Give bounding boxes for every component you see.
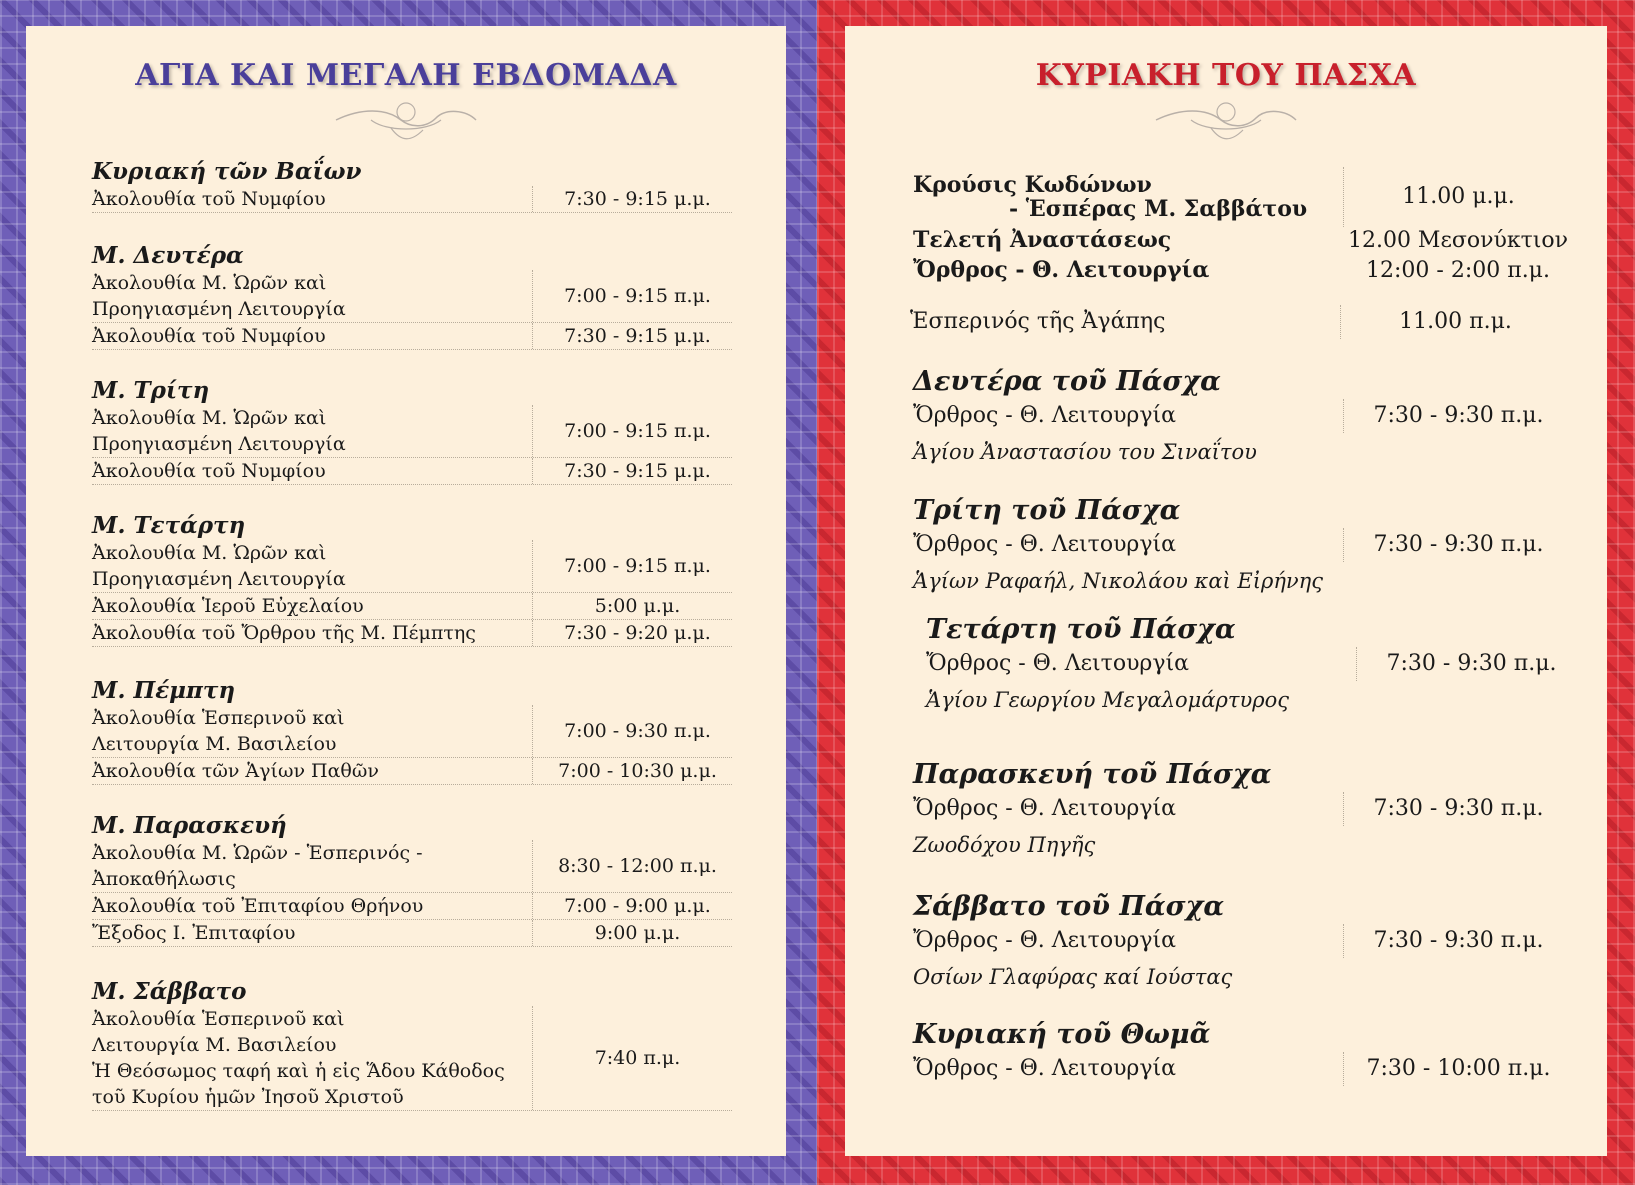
service-line: Ἀκολουθία τοῦ Νυμφίου [92,325,326,347]
service-time: 7:00 - 9:30 π.μ. [532,705,732,757]
bells-time: 11.00 μ.μ. [1343,167,1573,227]
pascha-day-name: Τρίτη τοῦ Πάσχα [913,495,1181,526]
orthros-liturgy-time: 12:00 - 2:00 π.μ. [1366,257,1550,283]
service-row [92,540,732,593]
service-time: 7:40 π.μ. [532,1006,732,1110]
pascha-service-time: 7:30 - 9:30 π.μ. [1343,792,1573,826]
service-line: Ἔξοδος Ι. Ἐπιταφίου [92,922,296,944]
day-block [92,812,732,947]
day-block [92,978,732,1111]
service-line: τοῦ Κυρίου ἡμῶν Ἰησοῦ Χριστοῦ [92,1086,404,1108]
service-line: Λειτουργία Μ. Βασιλείου [92,733,337,755]
day-block [92,242,732,350]
agape-block [910,305,1570,339]
pascha-service-time: 7:30 - 10:00 π.μ. [1343,1052,1573,1086]
service-time: 8:30 - 12:00 π.μ. [532,840,732,892]
service-line: Προηγιασμένη Λειτουργία [92,433,346,455]
day-name: Μ. Πέμπτη [92,677,236,704]
service-row [92,758,732,785]
service-time: 7:00 - 9:00 μ.μ. [532,893,732,919]
service-name [92,186,532,212]
service-name [92,920,532,946]
pascha-service-row [913,792,1573,826]
service-name [92,705,532,757]
service-time: 9:00 μ.μ. [532,920,732,946]
service-name [92,323,532,349]
day-name: Μ. Σάββατο [92,978,247,1005]
agape-time: 11.00 π.μ. [1340,305,1570,339]
service-line: Ἀκολουθία τοῦ Νυμφίου [92,188,326,210]
service-name [92,405,532,457]
service-line: Λειτουργία Μ. Βασιλείου [92,1034,337,1056]
service-name [92,620,532,646]
service-name [92,840,532,892]
service-name [92,758,532,784]
pascha-day-name: Τετάρτη τοῦ Πάσχα [926,614,1236,645]
service-time: 7:00 - 9:15 π.μ. [532,270,732,322]
pascha-day-block [913,890,1573,992]
holy-week-title: ΑΓΙΑ ΚΑΙ ΜΕΓΑΛΗ ΕΒΔΟΜΑΔΑ [135,58,677,93]
service-name [92,593,532,619]
day-block [92,158,732,213]
pascha-service-row [913,399,1573,433]
bells-block [913,167,1573,227]
service-row [92,593,732,620]
service-row [92,893,732,920]
pascha-day-block [913,494,1573,596]
pascha-service-time: 7:30 - 9:30 π.μ. [1343,399,1573,433]
service-line: Ἀκολουθία Μ. Ὡρῶν καὶ [92,407,327,429]
orthros-liturgy-label: Ὄρθρος - Θ. Λειτουργία [913,257,1210,283]
service-row [92,405,732,458]
pascha-day-block [913,365,1573,467]
day-block [92,677,732,785]
service-time: 7:30 - 9:15 μ.μ. [532,323,732,349]
pascha-service: Ὄρθρος - Θ. Λειτουργία [913,796,1177,821]
day-name: Μ. Δευτέρα [92,242,244,269]
pascha-service: Ὄρθρος - Θ. Λειτουργία [913,403,1177,428]
service-line: Ἀκολουθία τοῦ Νυμφίου [92,460,326,482]
service-line: Ἀκολουθία τοῦ Ἐπιταφίου Θρήνου [92,895,424,917]
service-line: Ἀκολουθία Ἑσπερινοῦ καὶ [92,1008,345,1030]
service-row [92,620,732,647]
pascha-day-name: Κυριακή τοῦ Θωμᾶ [913,1019,1211,1050]
service-line: Προηγιασμένη Λειτουργία [92,568,346,590]
service-line: Ἀκολουθία Μ. Ὡρῶν καὶ [92,542,327,564]
service-line: Ἀκολουθία Μ. Ὡρῶν - Ἑσπερινός - [92,842,423,864]
pascha-service-time: 7:30 - 9:30 π.μ. [1356,647,1586,681]
pascha-service: Ὄρθρος - Θ. Λειτουργία [913,532,1177,557]
service-row [92,323,732,350]
service-time: 7:00 - 9:15 π.μ. [532,540,732,592]
service-name [92,270,532,322]
pascha-day-block [913,758,1573,860]
service-row [92,1006,732,1111]
pascha-title: ΚΥΡΙΑΚΗ ΤΟΥ ΠΑΣΧΑ [1035,58,1417,93]
day-block [92,377,732,485]
resurrection-block [913,225,1573,285]
service-name [92,458,532,484]
pascha-service: Ὄρθρος - Θ. Λειτουργία [926,651,1190,676]
service-time: 7:30 - 9:15 μ.μ. [532,458,732,484]
pascha-service-time: 7:30 - 9:30 π.μ. [1343,528,1573,562]
service-line: Ἡ Θεόσωμος ταφή καὶ ἡ εἰς Ἅδου Κάθοδος [92,1060,505,1082]
pascha-day-name: Παρασκευή τοῦ Πάσχα [913,759,1272,790]
saint-commemoration: Ἁγίου Ἀναστασίου του Σιναΐτου [913,440,1257,464]
saint-commemoration: Ζωοδόχου Πηγῆς [913,833,1096,857]
agape-label: Ἑσπερινός τῆς Ἀγάπης [910,309,1166,334]
flourish-ornament-icon [331,98,481,148]
service-name [92,893,532,919]
resurrection-label: Τελετή Ἀναστάσεως [913,227,1172,253]
service-row [92,920,732,947]
service-line: Προηγιασμένη Λειτουργία [92,298,346,320]
saint-commemoration: Οσίων Γλαφύρας καί Ιούστας [913,965,1233,989]
resurrection-time: 12.00 Μεσονύκτιον [1347,227,1569,253]
day-block [92,512,732,647]
day-name: Μ. Τετάρτη [92,512,246,539]
service-row [92,705,732,758]
service-line: Ἀκολουθία Ἱεροῦ Εὐχελαίου [92,595,364,617]
pascha-service: Ὄρθρος - Θ. Λειτουργία [913,1056,1177,1081]
saint-commemoration: Ἁγίου Γεωργίου Μεγαλομάρτυρος [926,688,1289,712]
pascha-day-name: Δευτέρα τοῦ Πάσχα [913,366,1221,397]
service-line: Ἀποκαθήλωσις [92,868,236,890]
service-line: Ἀκολουθία Ἑσπερινοῦ καὶ [92,707,345,729]
service-time: 7:00 - 10:30 μ.μ. [532,758,732,784]
service-time: 7:30 - 9:20 μ.μ. [532,620,732,646]
pascha-service-row [926,647,1586,681]
pascha-day-name: Σάββατο τοῦ Πάσχα [913,891,1225,922]
bells-label: Κρούσις Κωδώνων [913,172,1152,198]
service-line: Ἀκολουθία τῶν Ἁγίων Παθῶν [92,760,379,782]
service-time: 7:30 - 9:15 μ.μ. [532,186,732,212]
day-name: Μ. Τρίτη [92,377,210,404]
pascha-service-time: 7:30 - 9:30 π.μ. [1343,924,1573,958]
service-time: 5:00 μ.μ. [532,593,732,619]
service-name [92,540,532,592]
service-line: Ἀκολουθία Μ. Ὡρῶν καὶ [92,272,327,294]
pascha-service-row [913,1052,1573,1086]
service-row [92,458,732,485]
pascha-service-row [913,924,1573,958]
day-name: Μ. Παρασκευή [92,812,287,839]
pascha-service: Ὄρθρος - Θ. Λειτουργία [913,928,1177,953]
pascha-service-row [913,528,1573,562]
service-row [92,186,732,213]
pascha-day-block [926,613,1586,715]
service-row [92,840,732,893]
flourish-ornament-icon [1151,98,1301,148]
service-row [92,270,732,323]
service-name [92,1006,532,1110]
service-time: 7:00 - 9:15 π.μ. [532,405,732,457]
day-name: Κυριακή τῶν Βαΐων [92,158,362,185]
pascha-day-block [913,1018,1573,1086]
bells-evening-label: - Ἑσπέρας Μ. Σαββάτου [1009,196,1308,222]
saint-commemoration: Ἁγίων Ραφαήλ, Νικολάου καὶ Εἰρήνης [913,569,1324,593]
service-line: Ἀκολουθία τοῦ Ὄρθρου τῆς Μ. Πέμπτης [92,622,476,644]
